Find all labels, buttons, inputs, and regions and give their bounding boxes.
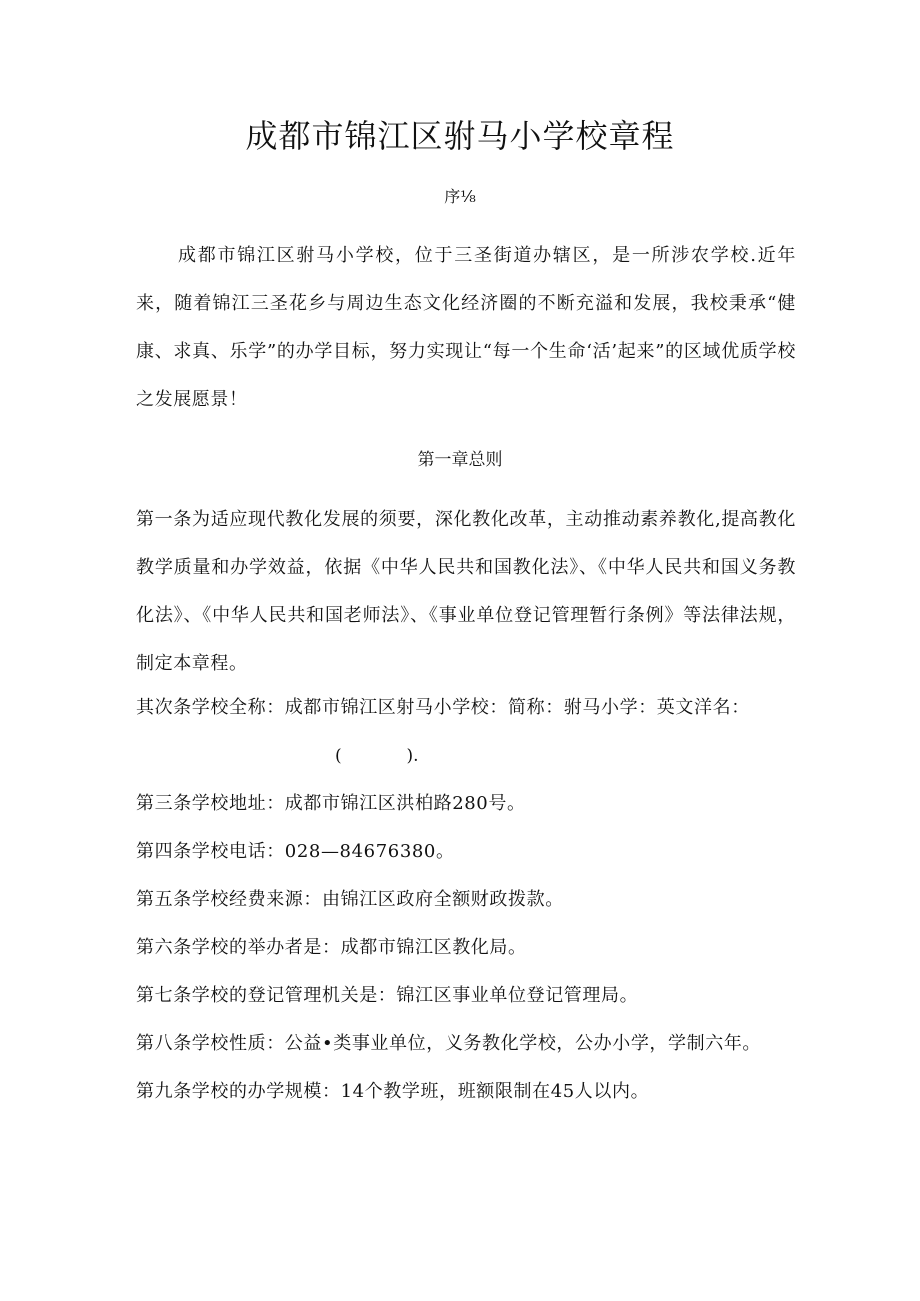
article-1: 第一条为适应现代教化发展的须要，深化教化改革，主动推动素养教化,提高教化教学质量和办学效益，依据《中华人民共和国教化法》、《中华人民共和国义务教化法》、《中华人民共和国老师法》、《事业单位登记管理暂行条例》等法律法规，制定本章程。 [136, 509, 796, 674]
article-2: 其次条学校全称：成都市锦江区射马小学校：简称：驸马小学：英文洋名： [136, 697, 750, 718]
article-7: 第七条学校的登记管理机关是：锦江区事业单位登记管理局。 [136, 985, 639, 1006]
article-9: 第九条学校的办学规模：14个教学班，班额限制在45人以内。 [136, 1081, 650, 1102]
document-title: 成都市锦江区驸马小学校章程 [245, 117, 675, 155]
article-5: 第五条学校经费来源：由锦江区政府全额财政拨款。 [136, 889, 564, 910]
preface-paragraph: 成都市锦江区驸马小学校，位于三圣街道办辖区，是一所涉农学校.近年来，随着锦江三圣花乡与周边生态文化经济圈的不断充溢和发展，我校秉承“健康、求真、乐学”的办学目标，努力实现让“每一个生命‘活’起来”的区域优质学校之发展愿景！ [136, 245, 796, 410]
preface-heading: 序⅛ [444, 187, 476, 206]
article-6: 第六条学校的举办者是：成都市锦江区教化局。 [136, 937, 527, 958]
article-8: 第八条学校性质：公益•类事业单位，义务教化学校，公办小学，学制六年。 [136, 1033, 762, 1054]
article-2-english-name: ( ). [335, 746, 419, 766]
chapter-heading: 第一章总则 [417, 450, 503, 470]
article-3: 第三条学校地址：成都市锦江区洪柏路280号。 [136, 793, 526, 814]
article-4: 第四条学校电话：028—84676380。 [136, 841, 455, 862]
